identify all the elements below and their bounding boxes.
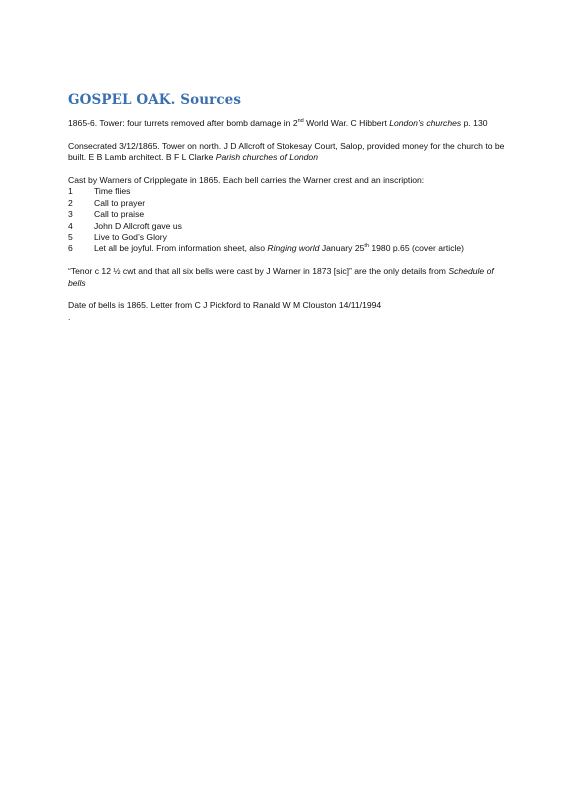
paragraph-tenor [68,266,508,289]
superscript: th [364,243,369,250]
book-title: London’s churches [389,118,462,128]
text-run: World War. C Hibbert [303,118,390,128]
paragraph-date [68,300,508,323]
list-item [68,221,508,232]
text-run: Consecrated 3/12/1865. Tower on north. J D Allcroft of Stokesay Court, Salop, provided money for the church to be built. E B Lamb architect. B F L Clarke [68,140,505,163]
book-title: Schedule of bells [68,266,494,288]
bells-intro: Cast by Warners of Cripplegate in 1865. Each bell carries the Warner crest and an inscription: [68,175,425,185]
document-body [68,118,508,323]
list-number: 3 [68,209,73,220]
text-run: p. 130 [461,118,488,128]
list-number: 5 [68,232,73,243]
trailing-dot: . [68,311,71,322]
superscript: nd [297,118,304,125]
list-text: Call to prayer [94,197,146,208]
page-heading: GOSPEL OAK. Sources [68,92,242,108]
list-item-6 [68,243,508,254]
list-text: Time flies [94,186,131,197]
paragraph-tower [68,118,508,129]
list-text: John D Allcroft gave us [94,220,182,231]
text-run: Let all be joyful. From information sheet, also [94,243,268,254]
list-number: 1 [68,186,73,197]
text-run: 1980 p.65 (cover article) [368,243,465,254]
text-run: Date of bells is 1865. Letter from C J Pickford to Ranald W M Clouston 14/11/1994 [68,300,382,311]
book-title: Parish churches of London [215,152,318,163]
list-item [68,209,508,220]
journal-title: Ringing world [267,243,320,254]
paragraph-consecration [68,141,508,164]
list-item [68,198,508,209]
list-number: 2 [68,197,73,208]
list-text: Live to God’s Glory [94,232,167,243]
text-run: 1865-6. Tower: four turrets removed after bomb damage in 2 [68,118,298,128]
paragraph-bells [68,175,508,255]
list-item [68,232,508,243]
list-number: 4 [68,220,73,231]
text-run: January 25 [319,243,365,254]
list-text: Call to praise [94,209,145,220]
list-number: 6 [68,243,73,254]
text-run: “Tenor c 12 ½ cwt and that all six bells were cast by J Warner in 1873 [sic]” are the only details from [68,266,449,277]
list-item [68,186,508,197]
